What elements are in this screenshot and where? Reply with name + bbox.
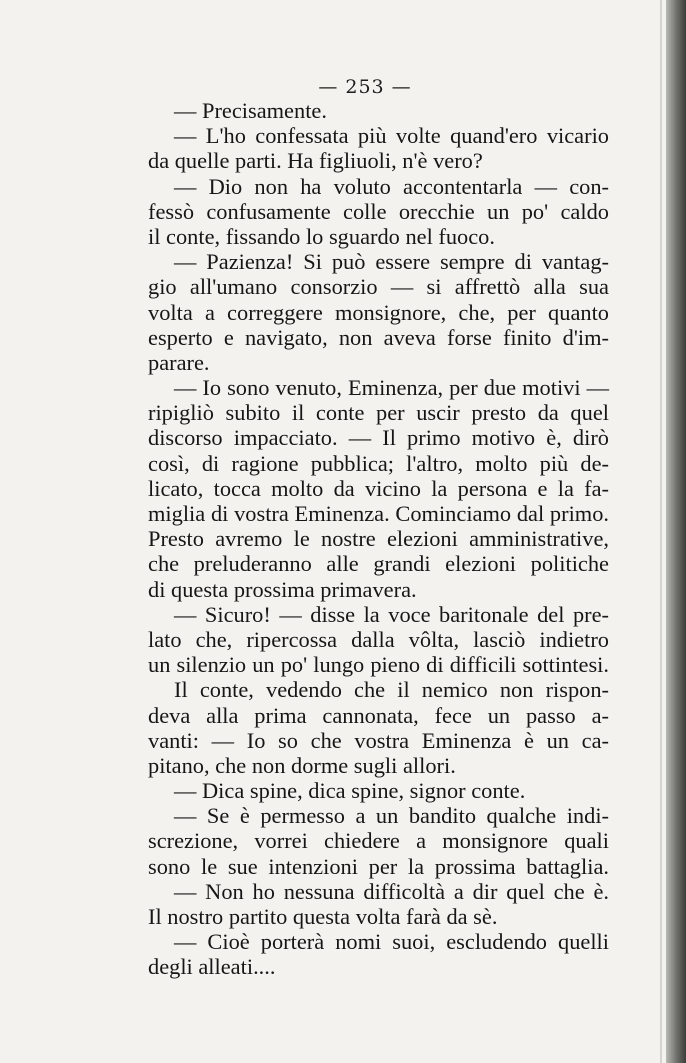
text-line: gio all'umano consorzio — si affrettò alla sua: [148, 274, 609, 300]
text-line: — Cioè porterà nomi suoi, escludendo quelli: [174, 929, 609, 955]
text-line: lato che, ripercossa dalla vôlta, lasciò indietro: [148, 626, 609, 652]
page-edge-line: [660, 0, 662, 1063]
text-line: — Precisamente.: [174, 98, 327, 123]
text-line: fessò confusamente colle orecchie un po' caldo: [148, 198, 609, 224]
text-line: — Se è permesso a un bandito qualche indi-: [174, 803, 609, 829]
text-line: — Non ho nessuna difficoltà a dir quel che è.: [174, 878, 609, 904]
text-line: Il nostro partito questa volta farà da sè.: [148, 904, 498, 929]
text-line: parare.: [148, 349, 210, 375]
text-line: degli alleati....: [148, 954, 276, 980]
text-line: — Io sono venuto, Eminenza, per due motivi —: [174, 375, 609, 401]
book-binding-edge: [666, 0, 686, 1063]
text-line: di questa prossima primavera.: [148, 576, 417, 602]
text-line: — Sicuro! — disse la voce baritonale del pre-: [174, 601, 609, 627]
text-line: che preluderanno alle grandi elezioni politiche: [148, 551, 609, 577]
text-line: esperto e navigato, non aveva forse finito d'im-: [148, 324, 609, 350]
body-text: [148, 98, 609, 980]
text-line: da quelle parti. Ha figliuoli, n'è vero?: [148, 148, 483, 174]
text-line: — L'ho confessata più volte quand'ero vicario: [174, 123, 609, 149]
text-line: vanti: — Io so che vostra Eminenza è un ca-: [148, 727, 609, 753]
text-line: pitano, che non dorme sugli allori.: [148, 752, 456, 778]
text-line: — Dica spine, dica spine, signor conte.: [174, 778, 526, 804]
text-line: deva alla prima cannonata, fece un passo a-: [148, 702, 609, 728]
text-line: — Dio non ha voluto accontentarla — con-: [174, 173, 609, 199]
text-line: discorso impacciato. — Il primo motivo è, dirò: [148, 425, 609, 451]
text-line: — Pazienza! Si può essere sempre di vantag-: [174, 249, 609, 275]
text-line: licato, tocca molto da vicino la persona e la fa-: [148, 475, 609, 501]
page-number: — 253 —: [318, 76, 412, 98]
text-line: volta a correggere monsignore, che, per quanto: [148, 299, 609, 325]
text-line: il conte, fissando lo sguardo nel fuoco.: [148, 223, 495, 249]
text-line: così, di ragione pubblica; l'altro, molto più de-: [148, 450, 609, 476]
text-line: Presto avremo le nostre elezioni amministrative,: [148, 526, 609, 552]
text-line: miglia di vostra Eminenza. Cominciamo dal primo.: [148, 501, 609, 526]
text-line: ripigliò subito il conte per uscir presto da quel: [148, 400, 609, 426]
text-line: un silenzio un po' lungo pieno di difficili sottintesi.: [148, 652, 609, 678]
text-line: Il conte, vedendo che il nemico non rispon-: [174, 677, 609, 703]
text-line: screzione, vorrei chiedere a monsignore quali: [148, 828, 609, 854]
text-line: sono le sue intenzioni per la prossima battaglia.: [148, 853, 609, 879]
